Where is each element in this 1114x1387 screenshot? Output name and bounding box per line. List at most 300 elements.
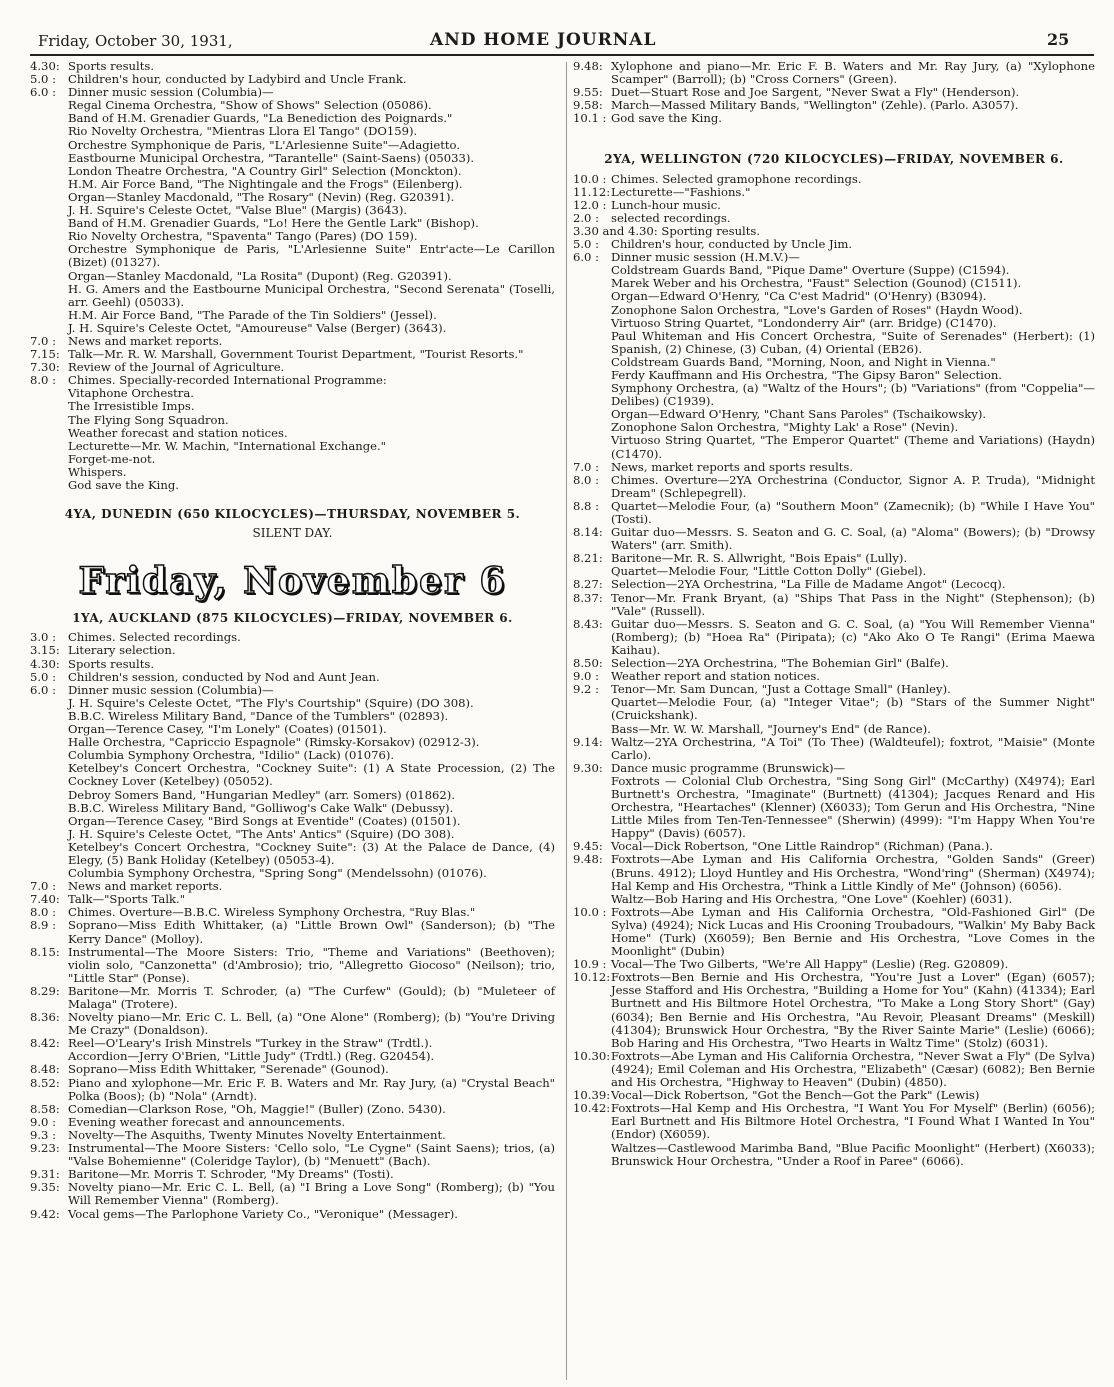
- programme-entry: [30, 1208, 555, 1221]
- entry-time: 2.0 :: [573, 210, 600, 225]
- entry-text: Chimes. Overture—B.B.C. Wireless Symphony Orchestra, "Ruy Blas.": [68, 905, 476, 920]
- entry-time: [30, 243, 68, 269]
- entry-text: 3.30 and 4.30: Sporting results.: [573, 223, 761, 238]
- entry-time: 10.9 :: [573, 957, 607, 972]
- entry-text: Foxtrots—Hal Kemp and His Orchestra, "I Want You For Myself" (Berlin) (6056); Earl Burtnett and His Biltmore Hotel Orchestra, "I Found What I Wanted In You" (Endor) (X6059).: [611, 1101, 1095, 1142]
- entry-time: [573, 304, 611, 317]
- programme-entry: [573, 304, 1095, 317]
- programme-entry: [30, 322, 555, 335]
- entry-time: [30, 125, 68, 138]
- programme-entry: [30, 1063, 555, 1076]
- page-number: 25: [1047, 30, 1070, 49]
- entry-text: Quartet—Melodie Four, (a) "Southern Moon" (Zamecnik); (b) "While I Have You" (Tosti).: [611, 498, 1095, 526]
- entry-text: Organ—Terence Casey, "I'm Lonely" (Coates) (01501).: [68, 722, 387, 737]
- programme-entry: [573, 906, 1095, 958]
- entry-text: Band of H.M. Grenadier Guards, "La Benediction des Poignards.": [68, 111, 453, 126]
- programme-entry: [30, 165, 555, 178]
- entry-text: Debroy Somers Band, "Hungarian Medley" (arr. Somers) (01862).: [68, 787, 456, 802]
- entry-time: [30, 414, 68, 427]
- entry-text: Literary selection.: [68, 643, 176, 658]
- entry-time: 9.48:: [573, 852, 603, 867]
- entry-text: Waltz—Bob Haring and His Orchestra, "One Love" (Koehler) (6031).: [611, 891, 1013, 906]
- entry-time: 8.27:: [573, 577, 603, 592]
- programme-entry: [573, 212, 1095, 225]
- entry-text: News, market reports and sports results.: [611, 459, 854, 474]
- entry-time: 7.40:: [30, 892, 60, 907]
- entry-time: [573, 434, 611, 460]
- entry-text: Evening weather forecast and announcements.: [68, 1114, 346, 1129]
- entry-time: 8.37:: [573, 590, 603, 605]
- entry-time: [573, 421, 611, 434]
- entry-time: 8.0 :: [573, 472, 600, 487]
- entry-text: Reel—O'Leary's Irish Minstrels "Turkey in the Straw" (Trdtl.).: [68, 1036, 433, 1051]
- entry-time: [30, 165, 68, 178]
- entry-text: J. H. Squire's Celeste Octet, "The Fly's Courtship" (Squire) (DO 308).: [68, 695, 474, 710]
- entry-text: Novelty piano—Mr. Eric C. L. Bell, (a) "One Alone" (Romberg); (b) "You're Driving Me Crazy" (Donaldson).: [68, 1010, 555, 1038]
- entry-text: Vocal—Dick Robertson, "Got the Bench—Got the Park" (Lewis): [611, 1088, 980, 1103]
- entry-time: 9.30:: [573, 760, 603, 775]
- entry-text: Guitar duo—Messrs. S. Seaton and G. C. Soal, (a) "Aloma" (Bowers); (b) "Drowsy Waters" (arr. Smith).: [611, 525, 1095, 553]
- programme-entry: [573, 60, 1095, 86]
- entry-text: Children's session, conducted by Nod and Aunt Jean.: [68, 669, 380, 684]
- entry-time: 4.30:: [30, 656, 60, 671]
- programme-entry: [30, 270, 555, 283]
- entry-text: Foxtrots—Ben Bernie and His Orchestra, "You're Just a Lover" (Egan) (6057); Jesse Stafford and His Orchestra, "Building a Home for You" (Kahn) (41334); Earl Burtnett and His Biltmore Hotel Orchestra, "To Make a Long Story Short" (Gay) (6034); Ben Bernie and His Orchestra, "Au Revoir, Pleasant Dreams" (Meskill) (41304); Brunswick Hour Orchestra, "By the River Sainte Marie" (Leslie) (6066); Bob Haring and His Orchestra, "Two Hearts in Waltz Time" (Stolz) (6031).: [611, 970, 1095, 1050]
- entry-text: Children's hour, conducted by Uncle Jim.: [611, 237, 853, 252]
- entry-time: 7.15:: [30, 347, 60, 362]
- entry-text: Vocal gems—The Parlophone Variety Co., "Veronique" (Messager).: [68, 1206, 458, 1221]
- entry-text: Instrumental—The Moore Sisters: Trio, "Theme and Variations" (Beethoven); violin solo, "Canzonetta" (d'Ambrosio); trio, "Allegretto Giocoso" (Neilson); trio, "Little Star" (Ponse).: [68, 944, 555, 985]
- programme-entry: [30, 243, 555, 269]
- journal-title: AND HOME JOURNAL: [430, 30, 657, 50]
- programme-entry: [30, 139, 555, 152]
- entry-time: [30, 427, 68, 440]
- entry-time: [573, 369, 611, 382]
- entry-time: 8.8 :: [573, 498, 600, 513]
- entry-text: Organ—Stanley Macdonald, "La Rosita" (Dupont) (Reg. G20391).: [68, 268, 452, 283]
- entry-text: Quartet—Melodie Four, "Little Cotton Dolly" (Giebel).: [611, 564, 927, 579]
- entry-text: Coldstream Guards Band, "Pique Dame" Overture (Suppe) (C1594).: [611, 263, 1010, 278]
- programme-entry: [30, 985, 555, 1011]
- programme-entry: [30, 828, 555, 841]
- entry-time: [573, 277, 611, 290]
- entry-time: 5.0 :: [30, 669, 57, 684]
- entry-time: 10.0 :: [573, 904, 607, 919]
- station-heading-auckland: 1YA, AUCKLAND (875 KILOCYCLES)—FRIDAY, NOVEMBER 6.: [72, 611, 513, 626]
- entry-time: 8.21:: [573, 551, 603, 566]
- entry-time: 3.0 :: [30, 630, 57, 645]
- entry-text: Baritone—Mr. Morris T. Schroder, (a) "The Curfew" (Gould); (b) "Muleteer of Malaga" (Trotere).: [68, 983, 555, 1011]
- entry-text: Ketelbey's Concert Orchestra, "Cockney Suite": (3) At the Palace de Dance, (4) Elegy, (5) Bank Holiday (Ketelbey) (05053-4).: [68, 839, 555, 867]
- programme-entry: [573, 893, 1095, 906]
- entry-time: 8.0 :: [30, 373, 57, 388]
- entry-time: 12.0 :: [573, 197, 607, 212]
- entry-text: Weather forecast and station notices.: [68, 425, 288, 440]
- entry-time: [30, 309, 68, 322]
- programme-entry: [30, 644, 555, 657]
- entry-text: Children's hour, conducted by Ladybird and Uncle Frank.: [68, 72, 407, 87]
- entry-text: Xylophone and piano—Mr. Eric F. B. Waters and Mr. Ray Jury, (a) "Xylophone Scamper" (Barroll); (b) "Cross Corners" (Green).: [611, 59, 1095, 87]
- programme-entry: [573, 1102, 1095, 1141]
- entry-text: Dinner music session (H.M.V.)—: [611, 250, 800, 265]
- issue-date: Friday, October 30, 1931,: [38, 32, 233, 50]
- entry-time: 8.36:: [30, 1010, 60, 1025]
- entry-text: Waltz—2YA Orchestrina, "A Toi" (To Thee) (Waldteufel); foxtrot, "Maisie" (Monte Carlo).: [611, 734, 1095, 762]
- entry-time: [573, 264, 611, 277]
- entry-text: Duet—Stuart Rose and Joe Sargent, "Never Swat a Fly" (Henderson).: [611, 85, 1020, 100]
- entry-text: Accordion—Jerry O'Brien, "Little Judy" (Trdtl.) (Reg. G20454).: [68, 1049, 435, 1064]
- entry-text: London Theatre Orchestra, "A Country Girl" Selection (Monckton).: [68, 163, 462, 178]
- programme-entry: [573, 186, 1095, 199]
- entry-text: Quartet—Melodie Four, (a) "Integer Vitae"; (b) "Stars of the Summer Night" (Cruickshank).: [611, 695, 1095, 723]
- entry-time: [30, 400, 68, 413]
- entry-text: Columbia Symphony Orchestra, "Idilio" (Lack) (01076).: [68, 748, 395, 763]
- entry-text: Organ—Terence Casey, "Bird Songs at Eventide" (Coates) (01501).: [68, 813, 461, 828]
- entry-time: [30, 387, 68, 400]
- entry-time: 6.0 :: [30, 85, 57, 100]
- entry-time: 11.12:: [573, 184, 611, 199]
- entry-text: Organ—Edward O'Henry, "Ca C'est Madrid" (O'Henry) (B3094).: [611, 289, 987, 304]
- entry-time: 9.31:: [30, 1167, 60, 1182]
- entry-text: God save the King.: [68, 478, 179, 492]
- entry-text: Band of H.M. Grenadier Guards, "Lo! Here the Gentle Lark" (Bishop).: [68, 216, 479, 231]
- entry-time: [30, 112, 68, 125]
- entry-text: Tenor—Mr. Frank Bryant, (a) "Ships That Pass in the Night" (Stephenson); (b) "Vale" (Russell).: [611, 590, 1095, 618]
- entry-time: [30, 283, 68, 309]
- entry-time: [573, 893, 611, 906]
- entry-text: Columbia Symphony Orchestra, "Spring Song" (Mendelssohn) (01076).: [68, 866, 487, 881]
- entry-time: [573, 290, 611, 303]
- silent-day-note: SILENT DAY.: [252, 526, 333, 541]
- programme-entry: [30, 152, 555, 165]
- entry-text: Chimes. Specially-recorded International Programme:: [68, 373, 387, 388]
- entry-text: Baritone—Mr. R. S. Allwright, "Bois Epais" (Lully).: [611, 551, 908, 566]
- entry-text: Soprano—Miss Edith Whittaker, (a) "Little Brown Owl" (Sanderson); (b) "The Kerry Dance" (Molloy).: [68, 918, 555, 946]
- entry-time: 8.58:: [30, 1101, 60, 1116]
- entry-time: [30, 152, 68, 165]
- entry-time: 8.14:: [573, 525, 603, 540]
- programme-entry: [30, 1116, 555, 1129]
- entry-text: Vocal—The Two Gilberts, "We're All Happy" (Leslie) (Reg. G20809).: [611, 957, 1009, 972]
- entry-time: 9.14:: [573, 734, 603, 749]
- entry-time: 6.0 :: [573, 250, 600, 265]
- entry-text: J. H. Squire's Celeste Octet, "The Ants' Antics" (Squire) (DO 308).: [68, 826, 455, 841]
- page-header: [0, 0, 1114, 50]
- entry-time: 9.2 :: [573, 682, 600, 697]
- programme-entry: [30, 125, 555, 138]
- programme-entry: [573, 762, 1095, 775]
- entry-text: Novelty—The Asquiths, Twenty Minutes Novelty Entertainment.: [68, 1127, 446, 1142]
- programme-entry: [30, 427, 555, 440]
- programme-entry: [573, 1050, 1095, 1089]
- entry-text: Dance music programme (Brunswick)—: [611, 760, 846, 775]
- entry-time: [573, 1142, 611, 1168]
- programme-entry: [30, 697, 555, 710]
- entry-time: 8.9 :: [30, 918, 57, 933]
- entry-time: 9.0 :: [30, 1114, 57, 1129]
- entry-text: Orchestre Symphonique de Paris, "L'Arlesienne Suite" Entr'acte—Le Carillon (Bizet) (01327).: [68, 242, 555, 270]
- entry-time: 9.0 :: [573, 669, 600, 684]
- entry-time: [30, 815, 68, 828]
- programme-entry: [573, 290, 1095, 303]
- programme-entry: [30, 440, 555, 453]
- programme-entry: [30, 178, 555, 191]
- programme-entry: [573, 173, 1095, 186]
- entry-text: God save the King.: [611, 111, 722, 126]
- programme-entry: [30, 658, 555, 671]
- programme-entry: [573, 775, 1095, 840]
- wellington-programme: [573, 173, 1095, 1168]
- programme-entry: [30, 762, 555, 788]
- entry-text: H.M. Air Force Band, "The Nightingale and the Frogs" (Eilenberg).: [68, 176, 463, 191]
- entry-text: Marek Weber and his Orchestra, "Faust" Selection (Gounod) (C1511).: [611, 276, 1022, 291]
- entry-text: J. H. Squire's Celeste Octet, "Valse Blue" (Margis) (3643).: [68, 203, 408, 218]
- programme-entry: [30, 400, 555, 413]
- entry-time: 9.55:: [573, 85, 603, 100]
- entry-text: Lecturette—Mr. W. Machin, "International Exchange.": [68, 438, 386, 453]
- left-column: [30, 60, 555, 1221]
- entry-text: Coldstream Guards Band, "Morning, Noon, and Night in Vienna.": [611, 354, 996, 369]
- entry-text: Instrumental—The Moore Sisters: 'Cello solo, "Le Cygne" (Saint Saens); trios, (a) "Valse Bohemienne" (Coleridge Taylor), (b) "Menuett" (Bach).: [68, 1141, 555, 1169]
- programme-entry: [573, 853, 1095, 892]
- entry-text: Bass—Mr. W. W. Marshall, "Journey's End" (de Rance).: [611, 721, 931, 736]
- programme-entry: [30, 1142, 555, 1168]
- entry-text: B.B.C. Wireless Military Band, "Dance of the Tumblers" (02893).: [68, 708, 449, 723]
- entry-text: News and market reports.: [68, 333, 223, 348]
- entry-text: Dinner music session (Columbia)—: [68, 682, 274, 697]
- entry-text: Organ—Edward O'Henry, "Chant Sans Paroles" (Tschaikowsky).: [611, 407, 987, 422]
- programme-entry: [573, 199, 1095, 212]
- programme-entry: [573, 382, 1095, 408]
- entry-text: Eastbourne Municipal Orchestra, "Tarantelle" (Saint-Saens) (05033).: [68, 150, 475, 165]
- entry-time: [573, 317, 611, 330]
- programme-entry: [30, 919, 555, 945]
- entry-time: [573, 775, 611, 840]
- entry-text: Baritone—Mr. Morris T. Schroder, "My Dreams" (Tosti).: [68, 1167, 394, 1182]
- entry-time: [573, 696, 611, 722]
- entry-time: [30, 723, 68, 736]
- entry-text: Virtuoso String Quartet, "The Emperor Quartet" (Theme and Variations) (Haydn) (C1470).: [611, 433, 1095, 461]
- entry-text: Forget-me-not.: [68, 451, 156, 466]
- programme-entry: [30, 453, 555, 466]
- entry-time: [30, 230, 68, 243]
- entry-time: 7.30:: [30, 360, 60, 375]
- entry-time: [30, 841, 68, 867]
- station-heading-wellington: 2YA, WELLINGTON (720 KILOCYCLES)—FRIDAY, NOVEMBER 6.: [604, 152, 1064, 167]
- entry-text: Regal Cinema Orchestra, "Show of Shows" Selection (05086).: [68, 98, 432, 113]
- entry-time: [30, 466, 68, 479]
- entry-text: Foxtrots—Abe Lyman and His California Orchestra, "Golden Sands" (Greer) (Bruns. 4912); Lloyd Huntley and His Orchestra, "Wond'ring" (Sherman) (X4974); Hal Kemp and His Orchestra, "Think a Little Kindly of Me" (Johnson) (6056).: [611, 852, 1095, 893]
- entry-time: [30, 697, 68, 710]
- entry-text: Foxtrots — Colonial Club Orchestra, "Sing Song Girl" (McCarthy) (X4974); Earl Burtnett's Orchestra, "Imaginate" (Burtnett) (41304); Jacques Renard and His Orchestra, "Heartaches" (Klenner) (X6033); Tom Gerun and His Orchestra, "Nine Little Miles from Ten-Ten-Tennessee" (Sherwin) (4999): "I'm Happy When You're Happy" (Davis) (6057).: [611, 773, 1095, 841]
- entry-time: 5.0 :: [573, 237, 600, 252]
- programme-entry: [573, 356, 1095, 369]
- entry-time: [30, 204, 68, 217]
- right-column: [573, 60, 1095, 1168]
- entry-time: [30, 736, 68, 749]
- entry-text: Lecturette—"Fashions.": [611, 184, 751, 199]
- programme-entry: [573, 112, 1095, 125]
- entry-text: Rio Novelty Orchestra, "Spaventa" Tango (Pares) (DO 159).: [68, 229, 418, 244]
- programme-entry: [30, 479, 555, 492]
- entry-text: Rio Novelty Orchestra, "Mientras Llora El Tango" (DO159).: [68, 124, 418, 139]
- entry-time: 8.15:: [30, 944, 60, 959]
- programme-entry: [30, 414, 555, 427]
- entry-time: [573, 356, 611, 369]
- entry-text: Ferdy Kauffmann and His Orchestra, "The Gipsy Baron" Selection.: [611, 367, 1002, 382]
- entry-time: [30, 479, 68, 492]
- entry-text: March—Massed Military Bands, "Wellington" (Zehle). (Parlo. A3057).: [611, 98, 1019, 113]
- entry-text: Orchestre Symphonique de Paris, "L'Arlesienne Suite"—Adagietto.: [68, 137, 461, 152]
- entry-text: Talk—"Sports Talk.": [68, 892, 186, 907]
- programme-entry: [573, 618, 1095, 657]
- entry-time: 9.35:: [30, 1180, 60, 1195]
- entry-text: Dinner music session (Columbia)—: [68, 85, 274, 100]
- programme-entry: [573, 474, 1095, 500]
- entry-time: [30, 828, 68, 841]
- entry-time: [30, 789, 68, 802]
- programme-entry: [30, 1011, 555, 1037]
- programme-entry: [573, 592, 1095, 618]
- entry-text: News and market reports.: [68, 879, 223, 894]
- entry-time: 8.48:: [30, 1062, 60, 1077]
- entry-time: 5.0 :: [30, 72, 57, 87]
- auckland-programme: [30, 631, 555, 1220]
- entry-time: 9.23:: [30, 1141, 60, 1156]
- entry-time: 7.0 :: [573, 459, 600, 474]
- entry-time: 8.0 :: [30, 905, 57, 920]
- entry-text: Chimes. Overture—2YA Orchestrina (Conductor, Signor A. P. Truda), "Midnight Dream" (Schlepegrell).: [611, 472, 1095, 500]
- entry-time: 9.3 :: [30, 1127, 57, 1142]
- entry-text: Tenor—Mr. Sam Duncan, "Just a Cottage Small" (Hanley).: [611, 682, 951, 697]
- entry-text: Vocal—Dick Robertson, "One Little Raindrop" (Richman) (Pana.).: [611, 839, 993, 854]
- programme-entry: [573, 971, 1095, 1050]
- entry-time: [573, 330, 611, 356]
- entry-text: Talk—Mr. R. W. Marshall, Government Tourist Department, "Tourist Resorts.": [68, 347, 524, 362]
- programme-continuation-left: [30, 60, 555, 492]
- entry-time: 7.0 :: [30, 333, 57, 348]
- entry-time: 10.12:: [573, 970, 611, 985]
- entry-time: 10.30:: [573, 1048, 611, 1063]
- entry-time: [30, 453, 68, 466]
- entry-time: 9.48:: [573, 59, 603, 73]
- entry-time: [30, 139, 68, 152]
- entry-text: Foxtrots—Abe Lyman and His California Orchestra, "Old-Fashioned Girl" (De Sylva) (4924); Nick Lucas and His Crooning Troubadours, "Walkin' My Baby Back Home" (Turk) (X6059); Ben Bernie and His Orchestra, "Love Comes in the Moonlight" (Dubin): [611, 904, 1095, 959]
- programme-entry: [30, 1181, 555, 1207]
- entry-time: 8.50:: [573, 656, 603, 671]
- entry-text: Review of the Journal of Agriculture.: [68, 360, 285, 375]
- programme-entry: [30, 946, 555, 985]
- entry-time: 8.52:: [30, 1075, 60, 1090]
- programme-entry: [30, 815, 555, 828]
- entry-text: Chimes. Selected recordings.: [68, 630, 241, 645]
- programme-entry: [30, 309, 555, 322]
- entry-text: H. G. Amers and the Eastbourne Municipal Orchestra, "Second Serenata" (Toselli, arr. Geehl) (05033).: [68, 281, 555, 309]
- column-divider: [566, 62, 567, 1380]
- entry-time: 8.42:: [30, 1036, 60, 1051]
- programme-entry: [573, 736, 1095, 762]
- programme-entry: [573, 317, 1095, 330]
- programme-entry: [30, 789, 555, 802]
- entry-time: 6.0 :: [30, 682, 57, 697]
- programme-entry: [30, 802, 555, 815]
- entry-time: 8.29:: [30, 983, 60, 998]
- entry-time: [30, 710, 68, 723]
- day-title: Friday, November 6: [78, 560, 507, 603]
- entry-time: [30, 270, 68, 283]
- entry-text: Halle Orchestra, "Capriccio Espagnole" (Rimsky-Korsakov) (02912-3).: [68, 735, 480, 750]
- header-rule: [30, 54, 1094, 56]
- entry-text: Piano and xylophone—Mr. Eric F. B. Waters and Mr. Ray Jury, (a) "Crystal Beach" Polka (Boos); (b) "Nola" (Arndt).: [68, 1075, 555, 1103]
- programme-entry: [573, 500, 1095, 526]
- entry-time: 10.1 :: [573, 111, 607, 126]
- entry-time: [30, 762, 68, 788]
- entry-time: [30, 178, 68, 191]
- entry-text: Selection—2YA Orchestrina, "La Fille de Madame Angot" (Lecocq).: [611, 577, 1006, 592]
- programme-entry: [573, 723, 1095, 736]
- programme-entry: [573, 1142, 1095, 1168]
- entry-text: H.M. Air Force Band, "The Parade of the Tin Soldiers" (Jessel).: [68, 307, 437, 322]
- entry-text: Paul Whiteman and His Concert Orchestra, "Suite of Serenades" (Herbert): (1) Spanish, (2) Chinese, (3) Cuban, (4) Oriental (EB26).: [611, 328, 1095, 356]
- entry-text: Zonophone Salon Orchestra, "Mighty Lak' a Rose" (Nevin).: [611, 420, 959, 435]
- entry-text: Vitaphone Orchestra.: [68, 386, 194, 401]
- programme-continuation-right: [573, 60, 1095, 125]
- entry-time: [30, 440, 68, 453]
- entry-text: Whispers.: [68, 464, 127, 479]
- programme-entry: [30, 1077, 555, 1103]
- entry-time: [573, 408, 611, 421]
- entry-text: Selection—2YA Orchestrina, "The Bohemian Girl" (Balfe).: [611, 656, 949, 671]
- entry-time: [30, 322, 68, 335]
- entry-text: The Flying Song Squadron.: [68, 412, 229, 427]
- entry-text: Symphony Orchestra, (a) "Waltz of the Hours"; (b) "Variations" (from "Coppelia"—Delibes) (C1939).: [611, 381, 1095, 409]
- entry-time: 9.58:: [573, 98, 603, 113]
- programme-entry: [30, 283, 555, 309]
- entry-time: 3.15:: [30, 643, 60, 658]
- entry-text: The Irresistible Imps.: [68, 399, 195, 414]
- programme-entry: [30, 1103, 555, 1116]
- entry-text: Organ—Stanley Macdonald, "The Rosary" (Nevin) (Reg. G20391).: [68, 189, 455, 204]
- entry-time: [30, 802, 68, 815]
- entry-text: Comedian—Clarkson Rose, "Oh, Maggie!" (Buller) (Zono. 5430).: [68, 1101, 446, 1116]
- programme-entry: [30, 684, 555, 697]
- entry-text: Weather report and station notices.: [611, 669, 820, 684]
- entry-text: selected recordings.: [611, 210, 731, 225]
- entry-time: [573, 723, 611, 736]
- entry-time: [573, 382, 611, 408]
- programme-entry: [573, 461, 1095, 474]
- entry-time: [30, 99, 68, 112]
- programme-entry: [30, 671, 555, 684]
- entry-time: 9.45:: [573, 839, 603, 854]
- entry-time: 9.42:: [30, 1206, 60, 1221]
- entry-text: Ketelbey's Concert Orchestra, "Cockney Suite": (1) A State Procession, (2) The Cockney Lover (Ketelbey) (05052).: [68, 761, 555, 789]
- programme-entry: [573, 578, 1095, 591]
- station-heading-dunedin: 4YA, DUNEDIN (650 KILOCYCLES)—THURSDAY, NOVEMBER 5.: [64, 507, 521, 522]
- entry-time: 10.0 :: [573, 171, 607, 186]
- entry-text: B.B.C. Wireless Military Band, "Golliwog's Cake Walk" (Debussy).: [68, 800, 454, 815]
- entry-text: Guitar duo—Messrs. S. Seaton and G. C. Soal, (a) "You Will Remember Vienna" (Romberg); (b) "Hoea Ra" (Piripata); (c) "Ako Ako O Te Rangi" (Erima Maewa Kaihau).: [611, 616, 1095, 657]
- entry-time: [30, 749, 68, 762]
- entry-text: Waltzes—Castlewood Marimba Band, "Blue Pacific Moonlight" (Herbert) (X6033); Brunswick Hour Orchestra, "Under a Roof in Paree" (6066).: [611, 1140, 1095, 1168]
- entry-time: 7.0 :: [30, 879, 57, 894]
- entry-text: Foxtrots—Abe Lyman and His California Orchestra, "Never Swat a Fly" (De Sylva) (4924); Emil Coleman and His Orchestra, "Elizabeth" (Cæsar) (6082); Ben Bernie and His Orchestra, "Highway to Heaven" (Dubin) (4850).: [611, 1048, 1095, 1090]
- entry-text: Lunch-hour music.: [611, 197, 721, 212]
- entry-time: 8.43:: [573, 616, 603, 631]
- programme-entry: [573, 696, 1095, 722]
- entry-time: 4.30:: [30, 59, 60, 73]
- entry-text: Sports results.: [68, 59, 155, 73]
